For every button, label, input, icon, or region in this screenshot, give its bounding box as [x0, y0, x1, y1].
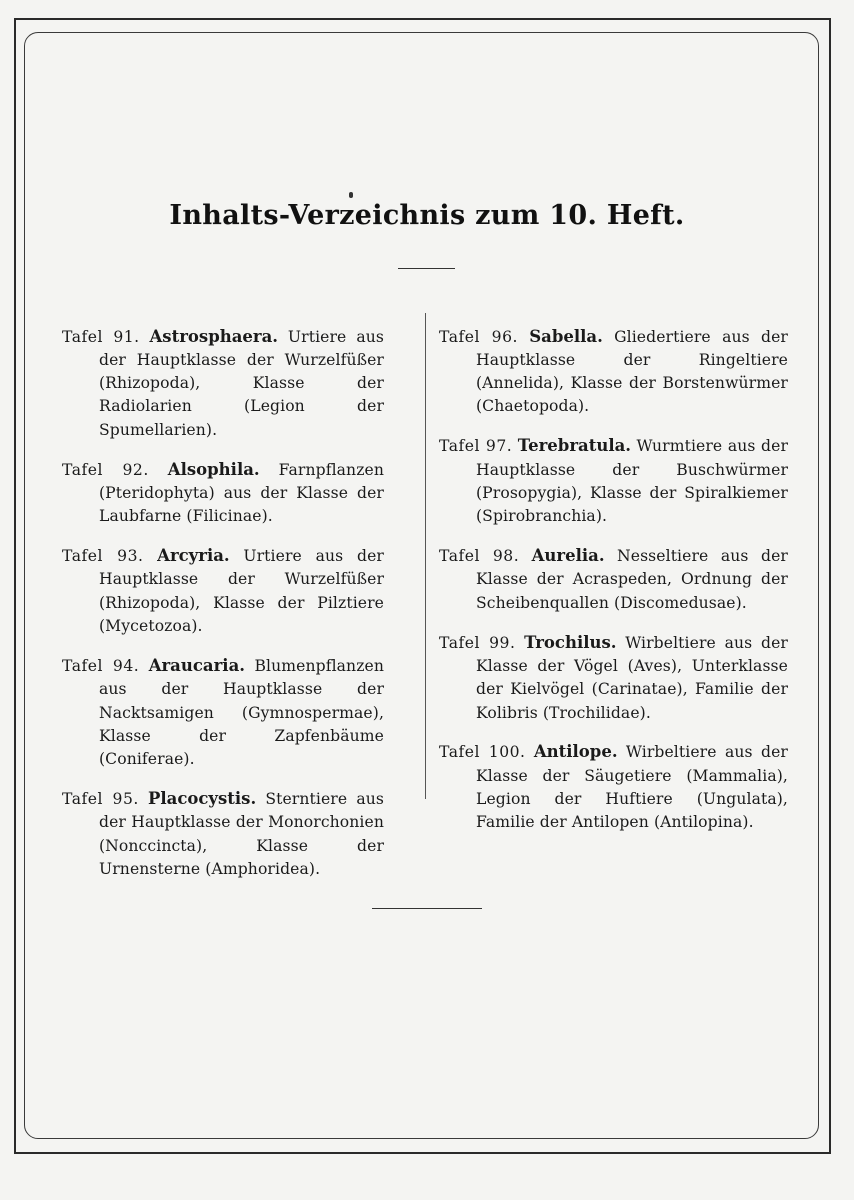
entry-description: Wirbeltiere aus der Klasse der Vögel (Aves), Unterklasse der Kielvögel (Carinatae), Familie der Kolibris (Trochilidae). [476, 633, 788, 722]
entry-description: Urtiere aus der Hauptklasse der Wurzelfüßer (Rhizopoda), Klasse der Radiolarien (Legion der Spumellarien). [99, 327, 384, 439]
entry-plate-number: Tafel 95. [62, 790, 139, 809]
entry-plate-number: Tafel 93. [62, 547, 144, 566]
entry-description: Sterntiere aus der Hauptklasse der Monorchonien (Nonccincta), Klasse der Urnensterne (Amphoridea). [99, 790, 384, 878]
left-column [62, 309, 384, 895]
entry-plate-number: Tafel 100. [439, 743, 526, 762]
toc-entry [439, 434, 788, 528]
entry-plate-number: Tafel 98. [439, 547, 520, 566]
entry-genus: Aurelia. [531, 546, 605, 566]
entry-genus: Sabella. [529, 326, 603, 346]
entry-plate-number: Tafel 97. [439, 437, 513, 456]
entry-genus: Arcyria. [157, 546, 230, 566]
entry-plate-number: Tafel 91. [62, 327, 140, 346]
toc-entry [62, 458, 384, 529]
entry-genus: Antilope. [533, 742, 618, 762]
entry-description: Wurmtiere aus der Hauptklasse der Buschwürmer (Prosopygia), Klasse der Spiralkiemer (Spirobranchia). [476, 437, 788, 526]
title-rule [398, 268, 455, 269]
entry-plate-number: Tafel 94. [62, 656, 140, 675]
entry-genus: Alsophila. [167, 459, 260, 479]
toc-entry [62, 654, 384, 771]
ink-mark [349, 192, 353, 198]
entry-genus: Terebratula. [517, 436, 632, 456]
entry-description: Farnpflanzen (Pteridophyta) aus der Klasse der Laubfarne (Filicinae). [99, 460, 384, 526]
entry-genus: Astrosphaera. [149, 326, 279, 346]
entry-plate-number: Tafel 96. [439, 327, 518, 346]
page-title: Inhalts-Verzeichnis zum 10. Heft. [169, 200, 685, 231]
right-column [439, 309, 788, 849]
closing-rule [372, 908, 482, 909]
entry-genus: Trochilus. [524, 632, 617, 652]
toc-entry [62, 787, 384, 881]
toc-entry [62, 544, 384, 638]
toc-entry [439, 740, 788, 834]
toc-entry [439, 325, 788, 419]
entry-plate-number: Tafel 99. [439, 633, 516, 652]
toc-entry [439, 631, 788, 725]
entry-genus: Araucaria. [148, 655, 246, 675]
entry-description: Urtiere aus der Hauptklasse der Wurzelfüßer (Rhizopoda), Klasse der Pilztiere (Mycetozoa). [99, 547, 384, 636]
entry-description: Blumenpflanzen aus der Hauptklasse der Nacktsamigen (Gymnospermae), Klasse der Zapfenbäume (Coniferae). [99, 656, 384, 769]
entry-description: Gliedertiere aus der Hauptklasse der Ringeltiere (Annelida), Klasse der Borstenwürmer (Chaetopoda). [476, 327, 788, 416]
entry-description: Nesseltiere aus der Klasse der Acraspeden, Ordnung der Scheibenquallen (Discomedusae). [476, 547, 788, 612]
toc-entry [62, 325, 384, 442]
entry-plate-number: Tafel 92. [62, 460, 149, 479]
column-divider [425, 313, 426, 799]
entry-description: Wirbeltiere aus der Klasse der Säugetiere (Mammalia), Legion der Huftiere (Ungulata), Familie der Antilopen (Antilopina). [476, 743, 788, 832]
toc-entry [439, 544, 788, 615]
entry-genus: Placocystis. [147, 789, 257, 809]
